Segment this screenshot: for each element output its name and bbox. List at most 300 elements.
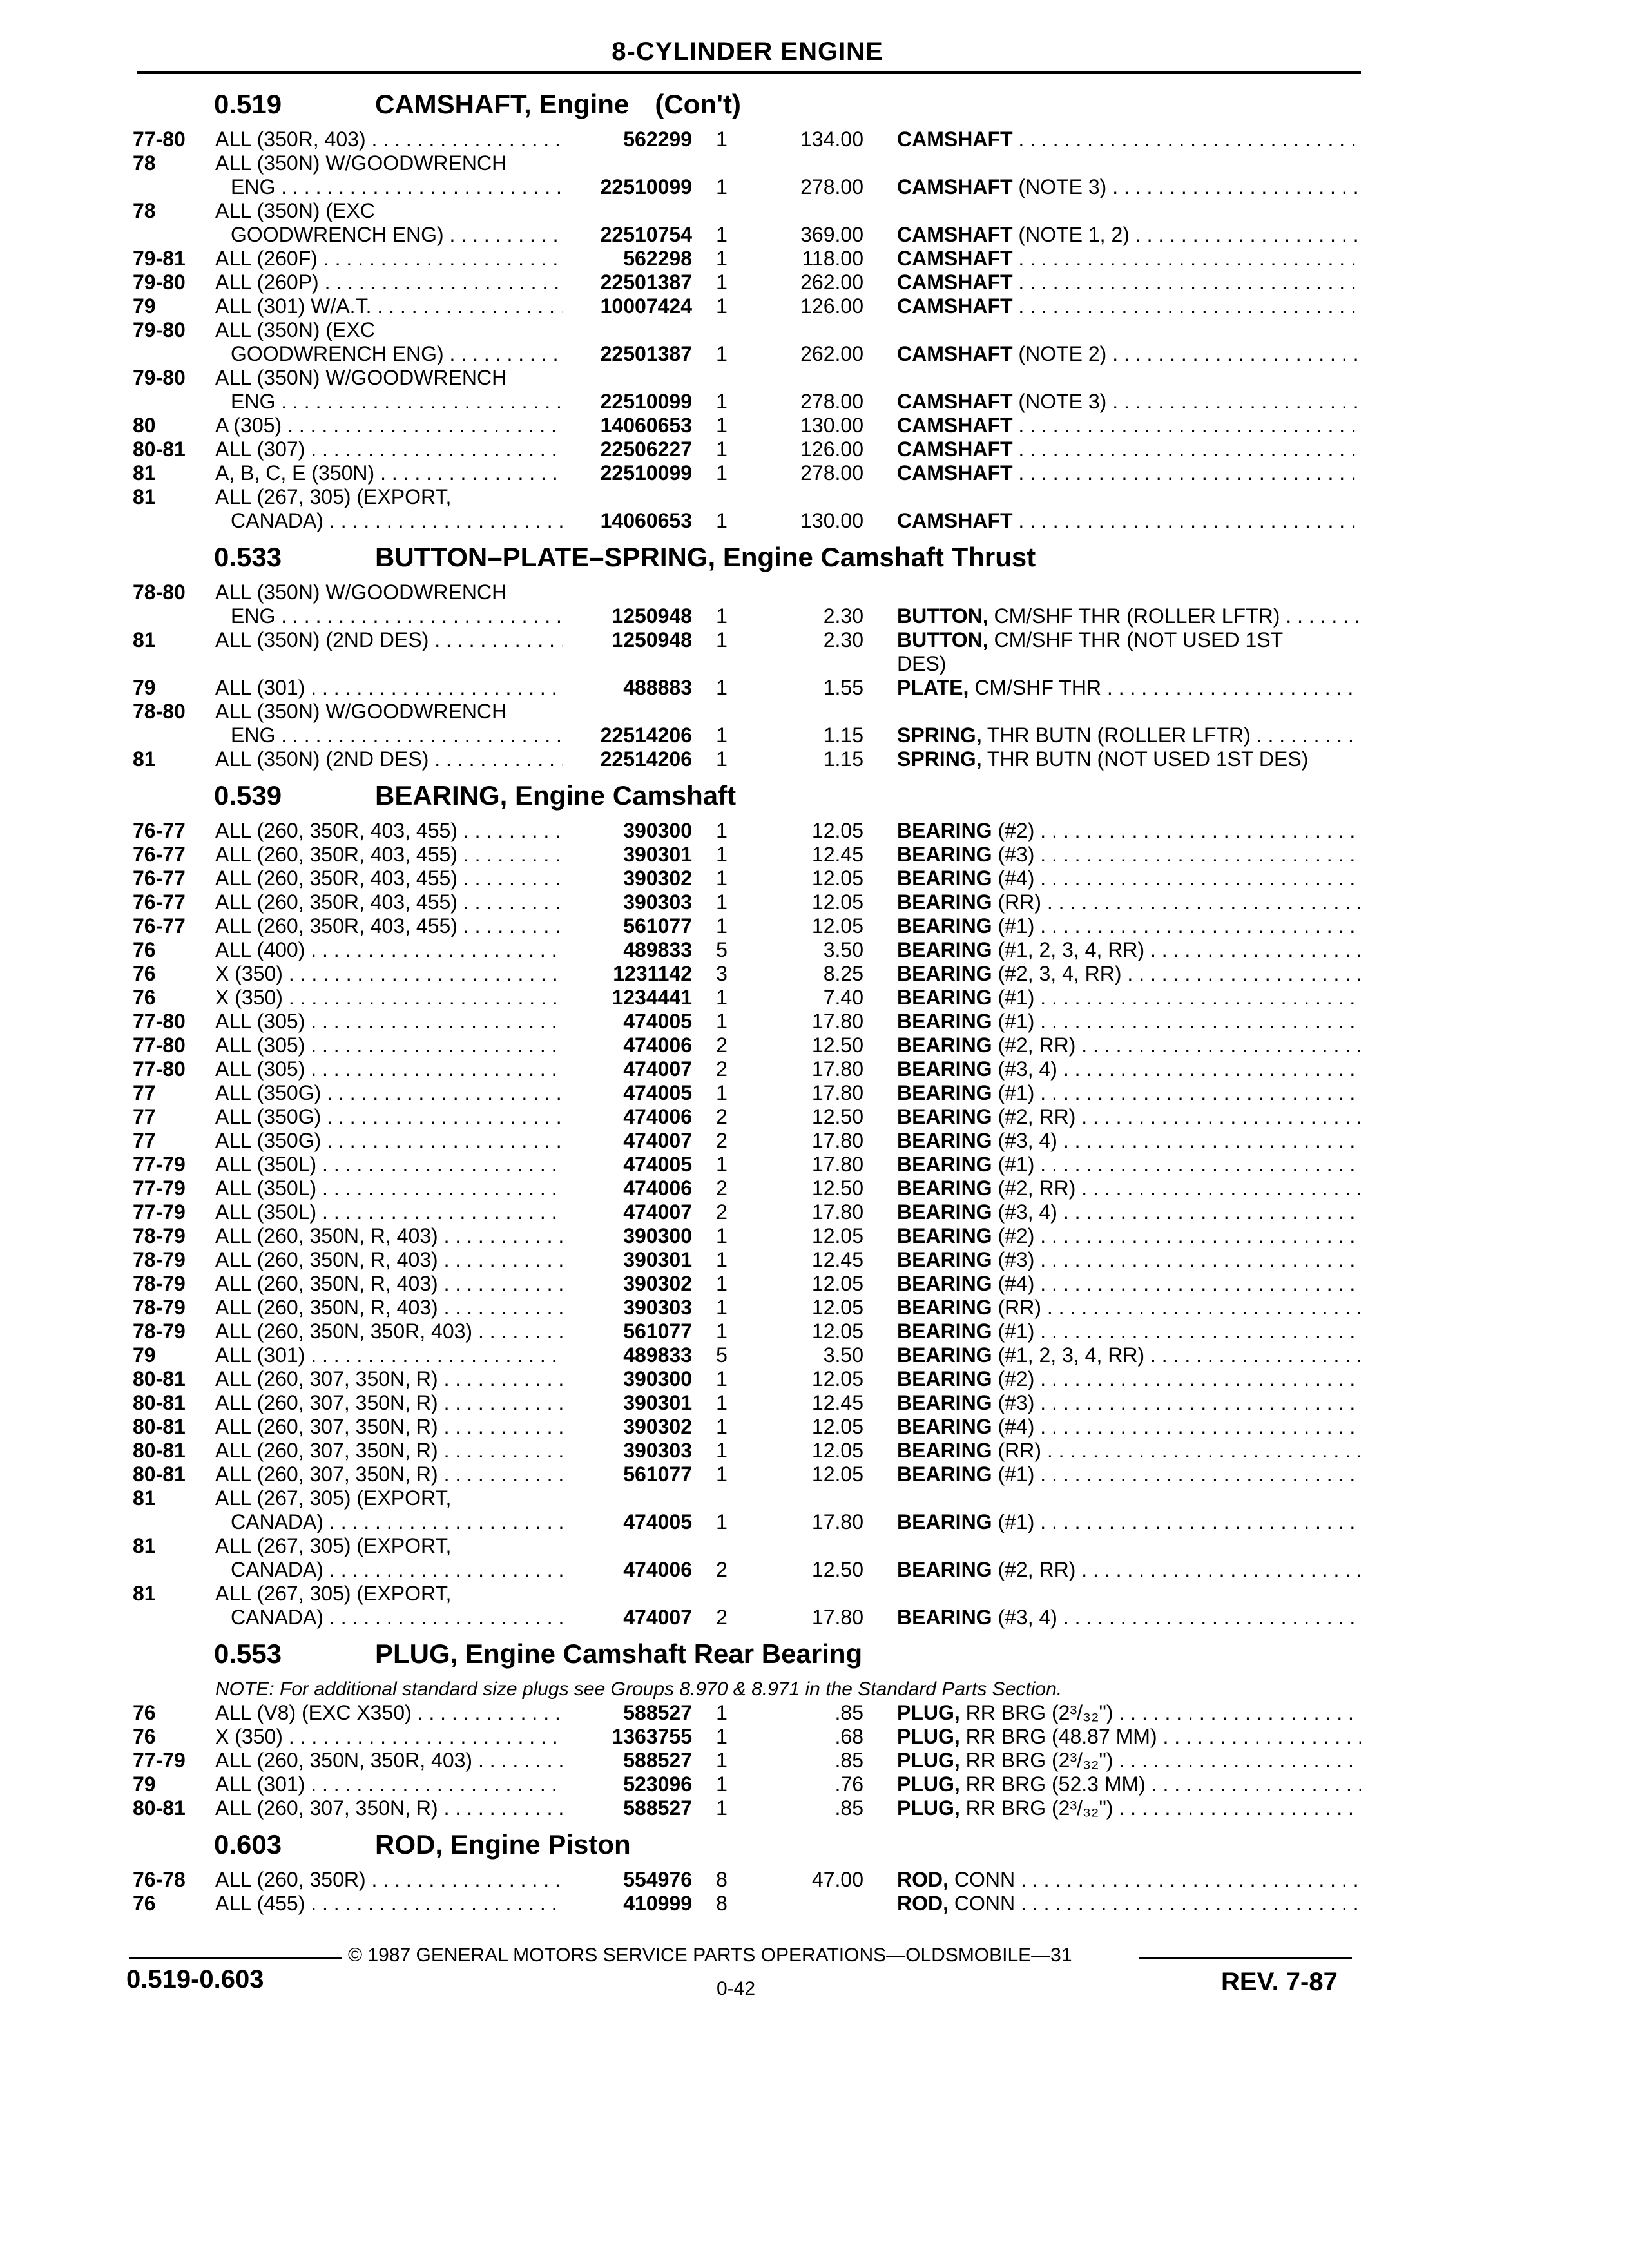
row-price: 12.50 xyxy=(811,1177,863,1200)
row-description-detail: (RR) xyxy=(998,890,1041,914)
row-part-number: 488883 xyxy=(623,676,692,699)
row-years: 77-79 xyxy=(133,1200,186,1224)
row-description xyxy=(897,1320,1361,1343)
leader-dots xyxy=(305,1057,563,1081)
row-part-number: 474005 xyxy=(623,1010,692,1033)
footer-revision: REV. 7-87 xyxy=(1221,1968,1338,1996)
row-description-detail: CONN xyxy=(954,1868,1016,1891)
row-description-name: BEARING xyxy=(897,1105,992,1128)
row-description-name: BEARING xyxy=(897,914,992,937)
section-title-text: CAMSHAFT, Engine xyxy=(375,89,630,119)
row-description-name: PLUG, xyxy=(897,1796,960,1820)
row-description-name: BEARING xyxy=(897,1343,992,1367)
row-application xyxy=(215,1129,563,1153)
table-row xyxy=(0,1177,1629,1200)
row-application xyxy=(215,1725,563,1749)
row-quantity: 1 xyxy=(716,247,728,270)
leader-dots xyxy=(1130,223,1361,246)
row-description xyxy=(897,1415,1361,1439)
row-description xyxy=(897,509,1361,533)
row-application xyxy=(215,1105,563,1129)
table-row xyxy=(0,1057,1629,1081)
row-description-name: CAMSHAFT xyxy=(897,223,1013,246)
row-quantity: 1 xyxy=(716,604,728,628)
row-quantity: 2 xyxy=(716,1057,728,1081)
row-price: 12.05 xyxy=(811,1272,863,1295)
table-row xyxy=(0,175,1629,199)
row-description-detail: (#1) xyxy=(998,914,1035,937)
row-description xyxy=(897,1343,1361,1367)
row-application xyxy=(215,1320,563,1343)
row-quantity: 2 xyxy=(716,1606,728,1629)
table-row xyxy=(0,294,1629,318)
row-quantity: 5 xyxy=(716,938,728,961)
leader-dots xyxy=(1106,342,1361,365)
row-price: 17.80 xyxy=(811,1153,863,1176)
row-application-text: ALL (301) W/A.T. xyxy=(215,294,372,318)
row-years: 78 xyxy=(133,151,156,175)
row-quantity: 1 xyxy=(716,1463,728,1486)
row-application-text: ALL (267, 305) (EXPORT, xyxy=(215,485,452,508)
table-row xyxy=(0,1320,1629,1343)
row-description xyxy=(897,271,1361,294)
row-application-text: ALL (350N) W/GOODWRENCH xyxy=(215,151,507,175)
row-part-number: 1363755 xyxy=(612,1725,692,1748)
row-description-detail: (#2, 3, 4, RR) xyxy=(998,962,1122,985)
row-description-name: BEARING xyxy=(897,938,992,961)
table-row xyxy=(0,1105,1629,1129)
table-row xyxy=(0,1868,1629,1892)
row-description-detail: (#2) xyxy=(998,1224,1035,1247)
row-application xyxy=(231,509,563,533)
row-part-number: 22506227 xyxy=(600,437,692,461)
row-application xyxy=(215,247,563,271)
row-description xyxy=(897,294,1361,318)
table-row xyxy=(0,342,1629,366)
row-price: 3.50 xyxy=(823,938,863,961)
footer-rule-left xyxy=(129,1957,342,1959)
row-years: 81 xyxy=(133,1534,156,1557)
row-description-detail: (RR) xyxy=(998,1439,1041,1462)
row-years: 77 xyxy=(133,1129,156,1152)
row-quantity: 1 xyxy=(716,724,728,747)
row-description xyxy=(897,1010,1361,1033)
row-application-text: A (305) xyxy=(215,414,282,437)
leader-dots xyxy=(321,1105,563,1128)
row-application xyxy=(215,151,563,175)
section-header xyxy=(0,1636,1629,1677)
row-description xyxy=(897,747,1361,771)
leader-dots xyxy=(444,342,563,365)
row-description xyxy=(897,1248,1361,1272)
row-application xyxy=(215,1439,563,1463)
footer-copyright: © 1987 GENERAL MOTORS SERVICE PARTS OPERATIONS—OLDSMOBILE—31 xyxy=(348,1945,1072,1966)
row-quantity: 1 xyxy=(716,676,728,699)
row-application-text: ALL (305) xyxy=(215,1010,305,1033)
row-description-detail: (#1) xyxy=(998,1153,1035,1176)
section-header xyxy=(0,778,1629,819)
leader-dots xyxy=(444,223,563,246)
row-description-detail: (#4) xyxy=(998,867,1035,890)
row-price: 12.05 xyxy=(811,1415,863,1438)
row-years: 80-81 xyxy=(133,1439,186,1462)
table-row xyxy=(0,1606,1629,1629)
row-application xyxy=(215,986,563,1010)
row-application xyxy=(215,700,563,724)
row-description xyxy=(897,628,1361,652)
leader-dots xyxy=(371,294,563,318)
row-price: 17.80 xyxy=(811,1010,863,1033)
row-years: 79 xyxy=(133,676,156,699)
row-description-name: BEARING xyxy=(897,1129,992,1152)
row-price: 126.00 xyxy=(800,294,863,318)
leader-dots xyxy=(305,676,563,699)
row-application xyxy=(215,1081,563,1105)
row-part-number: 10007424 xyxy=(600,294,692,318)
leader-dots xyxy=(305,1892,563,1915)
row-price: 1.15 xyxy=(823,724,863,747)
row-part-number: 474005 xyxy=(623,1081,692,1104)
row-years: 78-79 xyxy=(133,1224,186,1247)
table-row xyxy=(0,628,1629,652)
section-header xyxy=(0,1827,1629,1868)
row-description-name: CAMSHAFT xyxy=(897,294,1013,318)
row-quantity: 2 xyxy=(716,1200,728,1224)
row-description-name: BEARING xyxy=(897,962,992,985)
leader-dots xyxy=(275,724,563,747)
row-description-detail: (#2) xyxy=(998,819,1035,842)
row-price: 12.45 xyxy=(811,1248,863,1271)
row-description xyxy=(897,938,1361,962)
row-part-number: 588527 xyxy=(623,1701,692,1724)
row-quantity: 1 xyxy=(716,271,728,294)
row-description-name: BEARING xyxy=(897,1510,992,1533)
row-description xyxy=(897,676,1361,700)
row-description-name: BEARING xyxy=(897,819,992,842)
row-part-number: 22501387 xyxy=(600,271,692,294)
row-application-text: ALL (260, 350R, 403, 455) xyxy=(215,890,458,914)
row-price: 17.80 xyxy=(811,1057,863,1081)
section-title xyxy=(375,542,1036,573)
table-row xyxy=(0,843,1629,867)
row-application-text: X (350) xyxy=(215,1725,283,1748)
section-title-text: BEARING, Engine Camshaft xyxy=(375,780,737,811)
leader-dots xyxy=(1146,1773,1361,1796)
leader-dots xyxy=(275,604,563,628)
row-application-text: ALL (350R, 403) xyxy=(215,128,366,151)
row-price: 12.05 xyxy=(811,890,863,914)
leader-dots xyxy=(1018,271,1361,294)
row-application xyxy=(215,1248,563,1272)
row-years: 80 xyxy=(133,414,156,437)
row-description-name: BEARING xyxy=(897,986,992,1009)
row-application-text: ALL (350L) xyxy=(215,1200,317,1224)
row-price: 118.00 xyxy=(802,247,863,270)
row-quantity: 1 xyxy=(716,1272,728,1295)
table-row xyxy=(0,1749,1629,1773)
row-part-number: 474007 xyxy=(623,1606,692,1629)
row-part-number: 22514206 xyxy=(600,724,692,747)
row-application-text: ALL (350G) xyxy=(215,1081,322,1104)
row-quantity: 1 xyxy=(716,1248,728,1271)
row-part-number: 410999 xyxy=(623,1892,692,1915)
leader-dots xyxy=(1144,1343,1361,1367)
row-application-text: ALL (350G) xyxy=(215,1105,322,1128)
leader-dots xyxy=(1034,843,1361,866)
leader-dots xyxy=(472,1320,563,1343)
table-row xyxy=(0,318,1629,342)
leader-dots xyxy=(305,1010,563,1033)
row-application xyxy=(231,724,563,747)
row-application xyxy=(215,938,563,962)
row-years: 79 xyxy=(133,1773,156,1796)
table-row xyxy=(0,1892,1629,1916)
row-description-detail: (#3, 4) xyxy=(998,1057,1057,1081)
leader-dots xyxy=(321,1129,563,1152)
table-row xyxy=(0,1272,1629,1296)
table-row xyxy=(0,151,1629,175)
section-spacer xyxy=(0,1629,1629,1636)
row-application xyxy=(215,1200,563,1224)
row-application xyxy=(215,890,563,914)
row-years: 77-80 xyxy=(133,1010,186,1033)
row-application-text: ALL (260, 350R, 403, 455) xyxy=(215,843,458,866)
row-years: 76 xyxy=(133,1701,156,1724)
row-part-number: 561077 xyxy=(623,914,692,937)
row-application-text: CANADA) xyxy=(231,509,324,532)
row-years: 79 xyxy=(133,1343,156,1367)
table-row xyxy=(0,867,1629,890)
table-row xyxy=(0,1010,1629,1033)
row-description-detail: CM/SHF THR (ROLLER LFTR) xyxy=(994,604,1280,628)
leader-dots xyxy=(438,1367,563,1390)
row-part-number: 22514206 xyxy=(600,747,692,771)
row-quantity: 1 xyxy=(716,1391,728,1414)
row-part-number: 22510754 xyxy=(600,223,692,246)
row-application-text: ALL (260, 307, 350N, R) xyxy=(215,1439,438,1462)
table-row xyxy=(0,1796,1629,1820)
row-application xyxy=(231,223,563,247)
row-part-number: 390301 xyxy=(623,1248,692,1271)
leader-dots xyxy=(1034,1415,1361,1438)
row-description-detail: (#4) xyxy=(998,1272,1035,1295)
table-row xyxy=(0,461,1629,485)
row-quantity: 1 xyxy=(716,1296,728,1319)
section-title-text: PLUG, Engine Camshaft Rear Bearing xyxy=(375,1639,863,1669)
row-part-number: 474005 xyxy=(623,1510,692,1533)
row-part-number: 390302 xyxy=(623,1415,692,1438)
table-row xyxy=(0,1081,1629,1105)
row-part-number: 390302 xyxy=(623,867,692,890)
section-title xyxy=(375,1639,862,1669)
row-quantity: 1 xyxy=(716,1010,728,1033)
row-description xyxy=(897,223,1361,247)
row-part-number: 489833 xyxy=(623,938,692,961)
leader-dots xyxy=(1018,247,1361,270)
row-price: 12.05 xyxy=(811,1463,863,1486)
row-part-number: 390301 xyxy=(623,843,692,866)
section-title xyxy=(375,89,741,120)
row-description-detail: (#3, 4) xyxy=(998,1200,1057,1224)
row-quantity: 1 xyxy=(716,628,728,651)
row-application-text: ALL (350L) xyxy=(215,1177,317,1200)
row-part-number: 523096 xyxy=(623,1773,692,1796)
row-description-name: CAMSHAFT xyxy=(897,437,1013,461)
row-quantity: 1 xyxy=(716,914,728,937)
leader-dots xyxy=(1034,1153,1361,1176)
section-spacer xyxy=(0,1820,1629,1827)
row-price: 12.05 xyxy=(811,1224,863,1247)
row-application xyxy=(215,867,563,890)
row-application-text: ALL (267, 305) (EXPORT, xyxy=(215,1534,452,1557)
row-quantity: 8 xyxy=(716,1892,728,1915)
section-spacer xyxy=(0,533,1629,539)
row-application xyxy=(215,1057,563,1081)
row-price: .68 xyxy=(834,1725,863,1748)
row-years: 78-79 xyxy=(133,1248,186,1271)
row-description-detail: (#1) xyxy=(998,1320,1035,1343)
row-price: 130.00 xyxy=(800,414,863,437)
row-years: 77-80 xyxy=(133,128,186,151)
row-description-name: BEARING xyxy=(897,843,992,866)
row-part-number: 474006 xyxy=(623,1558,692,1581)
row-description-name: BEARING xyxy=(897,1606,992,1629)
row-description-detail: (#2, RR) xyxy=(998,1558,1076,1581)
leader-dots xyxy=(1034,1224,1361,1247)
row-description-detail: CM/SHF THR (NOT USED 1ST xyxy=(994,628,1284,651)
row-description-name: PLUG, xyxy=(897,1773,960,1796)
row-application xyxy=(231,1510,563,1534)
table-row xyxy=(0,1439,1629,1463)
row-price: 17.80 xyxy=(811,1606,863,1629)
row-years: 80-81 xyxy=(133,437,186,461)
leader-dots xyxy=(1075,1033,1361,1057)
row-years: 76-77 xyxy=(133,890,186,914)
row-application xyxy=(231,390,563,414)
row-part-number: 22501387 xyxy=(600,342,692,365)
row-description-detail: THR BUTN (NOT USED 1ST DES) xyxy=(987,747,1309,771)
row-application xyxy=(215,199,563,223)
row-description-name: BEARING xyxy=(897,1415,992,1438)
leader-dots xyxy=(458,843,563,866)
row-description xyxy=(897,1105,1361,1129)
row-description-detail: (RR) xyxy=(998,1296,1041,1319)
row-description-name: CAMSHAFT xyxy=(897,414,1013,437)
row-application-text: X (350) xyxy=(215,986,283,1009)
row-description xyxy=(897,1200,1361,1224)
row-years: 76 xyxy=(133,1725,156,1748)
table-row xyxy=(0,1343,1629,1367)
row-description xyxy=(897,414,1361,437)
row-years: 77 xyxy=(133,1081,156,1104)
row-part-number: 588527 xyxy=(623,1749,692,1772)
row-quantity: 1 xyxy=(716,1701,728,1724)
row-application-text: ALL (350L) xyxy=(215,1153,317,1176)
row-years: 79-81 xyxy=(133,247,186,270)
row-part-number: 22510099 xyxy=(600,461,692,485)
table-row xyxy=(0,676,1629,700)
row-application-text: ALL (400) xyxy=(215,938,305,961)
row-years: 77-80 xyxy=(133,1057,186,1081)
leader-dots xyxy=(458,819,563,842)
row-price: 7.40 xyxy=(823,986,863,1009)
table-row xyxy=(0,366,1629,390)
row-application-text: ALL (350N) W/GOODWRENCH xyxy=(215,366,507,389)
table-row xyxy=(0,604,1629,628)
row-application xyxy=(215,1033,563,1057)
row-description-detail: (#3) xyxy=(998,843,1035,866)
table-row xyxy=(0,747,1629,771)
row-description xyxy=(897,867,1361,890)
row-years: 77-79 xyxy=(133,1177,186,1200)
table-row xyxy=(0,1510,1629,1534)
leader-dots xyxy=(305,1343,563,1367)
row-years: 78-80 xyxy=(133,700,186,723)
row-years: 80-81 xyxy=(133,1367,186,1390)
row-description-name: CAMSHAFT xyxy=(897,271,1013,294)
row-description-name: BEARING xyxy=(897,1081,992,1104)
row-application xyxy=(215,1486,563,1510)
table-row xyxy=(0,1033,1629,1057)
row-quantity: 1 xyxy=(716,294,728,318)
row-years: 78-79 xyxy=(133,1320,186,1343)
row-price: 12.05 xyxy=(811,1296,863,1319)
row-description xyxy=(897,914,1361,938)
row-price: 1.55 xyxy=(823,676,863,699)
row-price: .85 xyxy=(834,1796,863,1820)
section-header xyxy=(0,539,1629,581)
row-application-text: ALL (350N) (2ND DES) xyxy=(215,628,429,651)
leader-dots xyxy=(1157,1725,1361,1748)
table-row xyxy=(0,1463,1629,1486)
row-application xyxy=(215,437,563,461)
row-years: 78-79 xyxy=(133,1296,186,1319)
row-price: 12.05 xyxy=(811,914,863,937)
row-description-name: BEARING xyxy=(897,1224,992,1247)
leader-dots xyxy=(1034,1081,1361,1104)
row-application xyxy=(215,1391,563,1415)
leader-dots xyxy=(275,390,563,413)
leader-dots xyxy=(1101,676,1361,699)
table-row xyxy=(0,700,1629,724)
leader-dots xyxy=(1144,938,1361,961)
row-application xyxy=(231,1606,563,1629)
row-application xyxy=(231,175,563,199)
row-description-name: CAMSHAFT xyxy=(897,509,1013,532)
leader-dots xyxy=(438,1296,563,1319)
leader-dots xyxy=(1057,1057,1361,1081)
row-description xyxy=(897,890,1361,914)
row-description-detail: (#1) xyxy=(998,1510,1035,1533)
row-description-detail: (#2, RR) xyxy=(998,1105,1076,1128)
row-quantity: 1 xyxy=(716,223,728,246)
leader-dots xyxy=(1251,724,1361,747)
leader-dots xyxy=(1113,1796,1361,1820)
row-description-name: BEARING xyxy=(897,1439,992,1462)
row-description-name: CAMSHAFT xyxy=(897,342,1013,365)
row-price: 12.45 xyxy=(811,843,863,866)
row-description-name: PLUG, xyxy=(897,1701,960,1724)
row-application xyxy=(215,1796,563,1820)
row-description xyxy=(897,962,1361,986)
row-application-text: ALL (305) xyxy=(215,1033,305,1057)
row-description xyxy=(897,1510,1361,1534)
row-description-name: BEARING xyxy=(897,1320,992,1343)
table-row xyxy=(0,1725,1629,1749)
section-number: 0.533 xyxy=(214,542,282,572)
row-quantity: 1 xyxy=(716,461,728,485)
row-years: 80-81 xyxy=(133,1391,186,1414)
